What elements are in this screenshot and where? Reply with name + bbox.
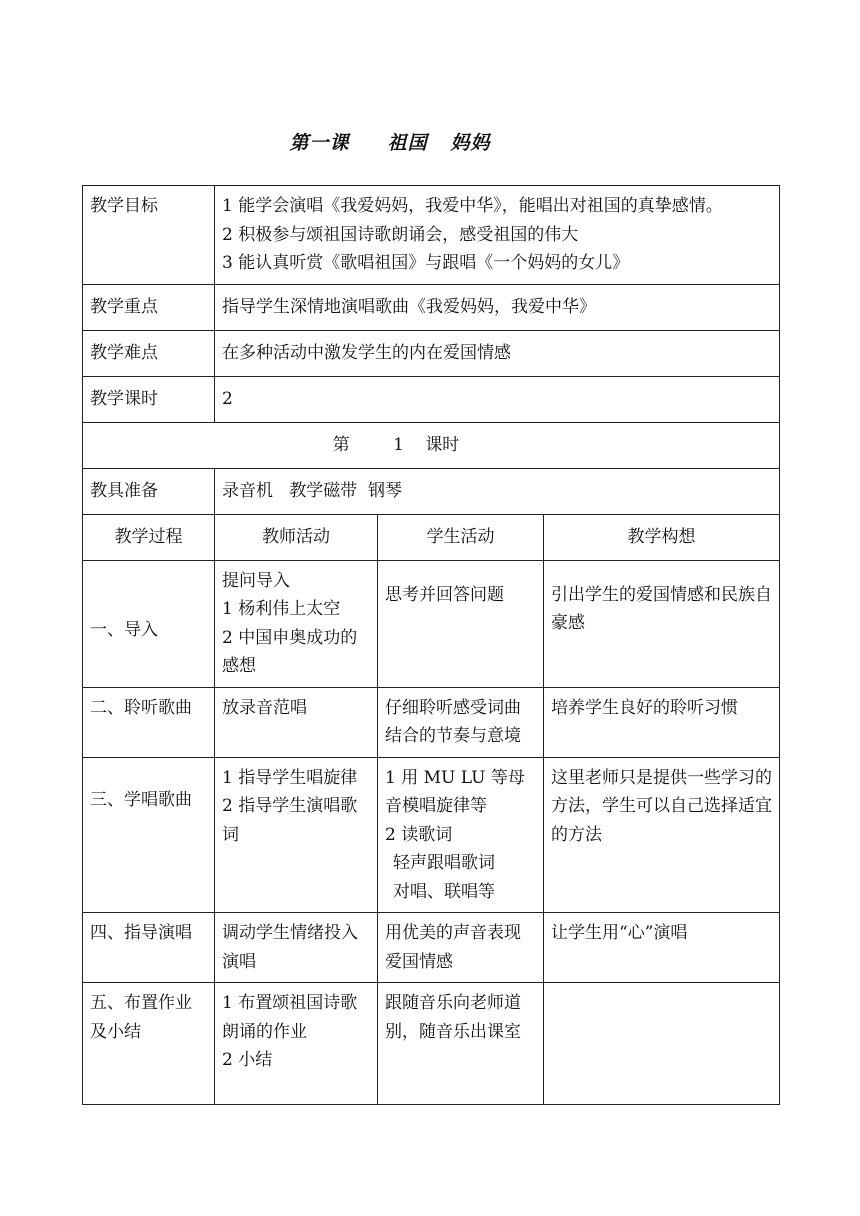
step-name: 一、导入 <box>83 560 215 687</box>
goals-content <box>215 186 780 285</box>
tools-content: 录音机 教学磁带 钢琴 <box>215 468 780 514</box>
goal-2: 2 积极参与颂祖国诗歌朗诵会，感受祖国的伟大 <box>222 224 579 245</box>
hours-content: 2 <box>215 376 780 422</box>
focus-label: 教学重点 <box>83 284 215 330</box>
step-teacher <box>215 983 378 1105</box>
student-line: 2 读歌词 <box>385 824 453 845</box>
teacher-line: 2 中国申奥成功的感想 <box>222 627 358 676</box>
step-row-3 <box>83 757 780 913</box>
teacher-line: 2 小结 <box>222 1050 273 1070</box>
teacher-line: 2 指导学生演唱歌词 <box>222 796 358 845</box>
teacher-line: 1 杨利伟上太空 <box>222 599 341 619</box>
lesson-plan-table <box>82 185 780 1105</box>
goals-row <box>83 186 780 285</box>
student-line: 用优美的声音表现爱国情感 <box>385 923 521 972</box>
student-line: 跟随音乐向老师道别，随音乐出课室 <box>385 993 521 1042</box>
step-row-2 <box>83 687 780 757</box>
tools-row <box>83 468 780 514</box>
student-line: 仔细聆听感受词曲结合的节奏与意境 <box>385 697 521 746</box>
tools-label: 教具准备 <box>83 468 215 514</box>
difficulty-label: 教学难点 <box>83 330 215 376</box>
lesson-heading <box>83 422 780 468</box>
step-student <box>378 560 544 687</box>
focus-row <box>83 284 780 330</box>
student-line: 轻声跟唱歌词 <box>393 853 495 873</box>
student-line: 1 用 MU LU 等母音模唱旋律等 <box>385 767 525 816</box>
goal-1: 1 能学会演唱《我爱妈妈，我爱中华》，能唱出对祖国的真挚感情。 <box>222 196 723 216</box>
idea-line: 引出学生的爱国情感和民族自豪感 <box>551 584 772 633</box>
lesson-number: 1 <box>393 434 404 455</box>
lesson-row <box>83 422 780 468</box>
step-idea <box>544 983 780 1105</box>
difficulty-content: 在多种活动中激发学生的内在爱国情感 <box>215 330 780 376</box>
step-student <box>378 687 544 757</box>
hours-row <box>83 376 780 422</box>
step-idea <box>544 913 780 983</box>
step-student <box>378 983 544 1105</box>
teacher-line: 放录音范唱 <box>222 697 307 718</box>
step-name: 二、聆听歌曲 <box>83 687 215 757</box>
teacher-line: 1 指导学生唱旋律 <box>222 767 358 788</box>
lesson-post: 课时 <box>425 434 460 455</box>
idea-line: 这里老师只是提供一些学习的方法，学生可以自己选择适宜的方法 <box>551 767 772 845</box>
teacher-line: 1 布置颂祖国诗歌朗诵的作业 <box>222 993 358 1042</box>
header-idea: 教学构想 <box>544 514 780 560</box>
focus-content: 指导学生深情地演唱歌曲《我爱妈妈，我爱中华》 <box>215 284 780 330</box>
step-name: 三、学唱歌曲 <box>83 757 215 913</box>
header-process: 教学过程 <box>83 514 215 560</box>
lesson-pre: 第 <box>332 434 350 455</box>
header-student: 学生活动 <box>378 514 544 560</box>
teacher-line: 调动学生情绪投入演唱 <box>222 923 358 972</box>
student-line: 对唱、联唱等 <box>393 881 495 902</box>
step-idea <box>544 757 780 913</box>
difficulty-row <box>83 330 780 376</box>
step-teacher <box>215 757 378 913</box>
step-row-5 <box>83 983 780 1105</box>
idea-line: 让学生用“心”演唱 <box>551 923 688 943</box>
idea-line: 培养学生良好的聆听习惯 <box>551 697 738 718</box>
step-teacher <box>215 560 378 687</box>
step-row-1 <box>83 560 780 687</box>
step-row-4 <box>83 913 780 983</box>
step-idea <box>544 687 780 757</box>
header-teacher: 教师活动 <box>215 514 378 560</box>
step-name: 四、指导演唱 <box>83 913 215 983</box>
step-teacher <box>215 687 378 757</box>
step-student <box>378 913 544 983</box>
step-name: 五、布置作业及小结 <box>83 983 215 1105</box>
teacher-line: 提问导入 <box>222 570 290 591</box>
goal-3: 3 能认真听赏《歌唱祖国》与跟唱《一个妈妈的女儿》 <box>222 253 630 273</box>
hours-label: 教学课时 <box>83 376 215 422</box>
goals-label: 教学目标 <box>83 186 215 285</box>
page-title: 第一课 祖国 妈妈 <box>289 132 491 154</box>
step-student <box>378 757 544 913</box>
step-teacher <box>215 913 378 983</box>
step-idea <box>544 560 780 687</box>
process-header-row <box>83 514 780 560</box>
student-line: 思考并回答问题 <box>385 584 504 605</box>
